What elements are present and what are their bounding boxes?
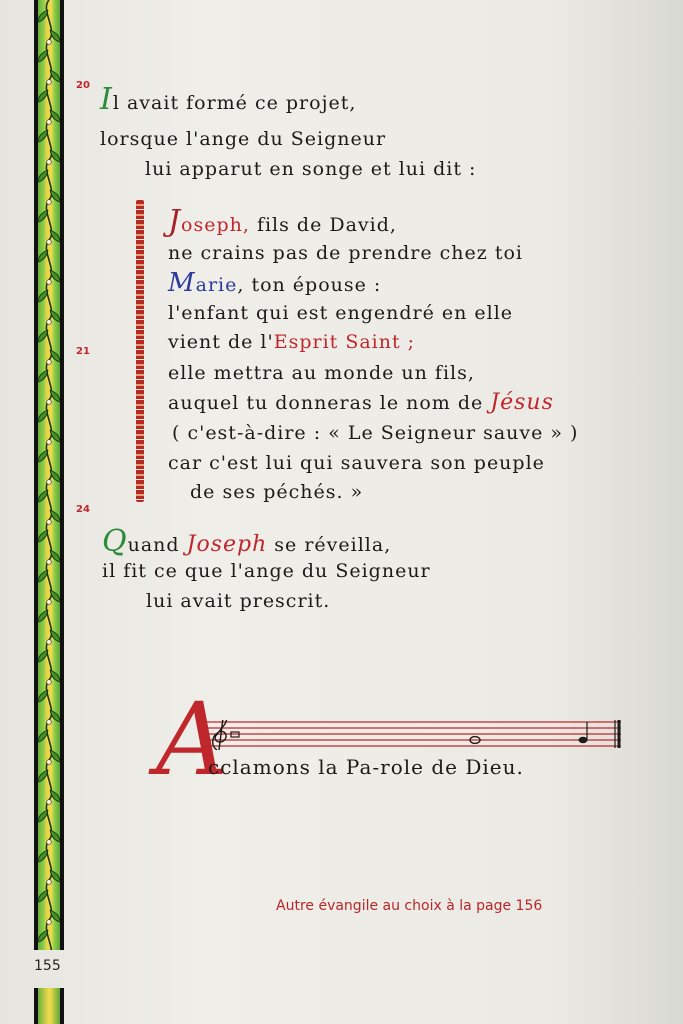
drop-cap-J: J xyxy=(168,204,182,239)
passage3-line2: il fit ce que l'ange du Seigneur xyxy=(102,560,431,582)
passage2-line9: car c'est lui qui sauvera son peuple xyxy=(168,452,545,474)
passage3-line1: Quand Joseph se réveilla, xyxy=(102,524,392,559)
passage2-line4: l'enfant qui est engendré en elle xyxy=(168,302,514,324)
drop-cap-M: M xyxy=(168,268,196,298)
passage2-line1: Joseph, fils de David, xyxy=(168,204,397,239)
passage2-line7: auquel tu donneras le nom de Jésus xyxy=(168,390,554,415)
verse-number-21: 21 xyxy=(76,346,90,357)
esprit-saint: Esprit Saint ; xyxy=(273,331,416,353)
drop-cap-A: A xyxy=(156,681,229,798)
passage2-line8: ( c'est-à-dire : « Le Seigneur sauve » ) xyxy=(172,422,579,444)
passage2-line2: ne crains pas de prendre chez toi xyxy=(168,242,523,264)
passage1-line1: Il avait formé ce projet, xyxy=(100,82,357,117)
verse-number-24: 24 xyxy=(76,504,90,515)
vine-border-stub-icon xyxy=(34,988,64,1024)
passage2-line3: Marie, ton épouse : xyxy=(168,268,382,298)
passage3-line3: lui avait prescrit. xyxy=(146,590,331,612)
passage1-line3: lui apparut en songe et lui dit : xyxy=(145,158,477,180)
passage2-line5: vient de l'Esprit Saint ; xyxy=(168,331,416,353)
jesus-name: Jésus xyxy=(490,390,554,415)
acclamation-text: cclamons la Pa-role de Dieu. xyxy=(208,755,524,779)
alternate-gospel-note: Autre évangile au choix à la page 156 xyxy=(276,898,543,914)
verse-number-20: 20 xyxy=(76,80,90,91)
passage2-line6: elle mettra au monde un fils, xyxy=(168,362,475,384)
quotation-bar xyxy=(136,200,144,502)
passage2-line10: de ses péchés. » xyxy=(190,481,364,503)
music-staff-icon xyxy=(205,720,621,750)
joseph-name: Joseph xyxy=(186,532,268,557)
drop-cap-Q: Q xyxy=(102,524,128,559)
page-number: 155 xyxy=(34,958,61,974)
drop-cap-I: I xyxy=(100,82,113,117)
passage1-line2: lorsque l'ange du Seigneur xyxy=(100,128,387,150)
vine-border-icon xyxy=(34,0,64,950)
